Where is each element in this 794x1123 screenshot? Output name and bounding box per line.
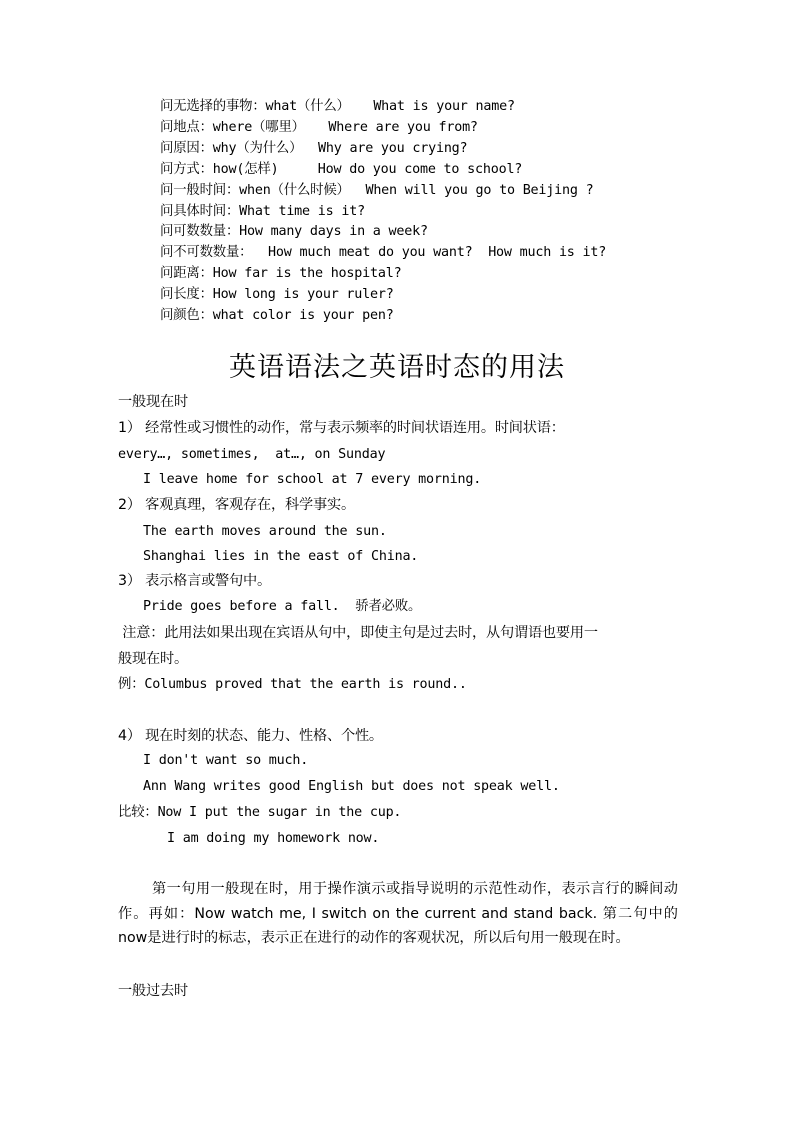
item-2: 2） 客观真理，客观存在，科学事实。 bbox=[118, 497, 355, 513]
note-line: 注意：此用法如果出现在宾语从句中，即使主句是过去时，从句谓语也要用一 bbox=[118, 625, 598, 641]
note-line: 般现在时。 bbox=[118, 651, 188, 667]
section-heading-past: 一般过去时 bbox=[118, 983, 188, 999]
example-sentence: I am doing my homework now. bbox=[167, 831, 380, 846]
example-sentence: I leave home for school at 7 every morning. bbox=[143, 472, 482, 487]
item-1: 1） 经常性或习惯性的动作，常与表示频率的时间状语连用。时间状语： bbox=[118, 420, 565, 436]
section-heading-present: 一般现在时 bbox=[118, 394, 188, 410]
question-word-line: 问长度：How long is your ruler? bbox=[160, 287, 394, 302]
question-word-line: 问颜色：what color is your pen? bbox=[160, 308, 394, 323]
example-sentence: Pride goes before a fall. 骄者必败。 bbox=[143, 599, 422, 614]
question-word-line: 问原因：why（为什么） Why are you crying? bbox=[160, 141, 468, 156]
question-word-line: 问距离：How far is the hospital? bbox=[160, 266, 402, 281]
question-word-line: 问方式：how(怎样) How do you come to school? bbox=[160, 162, 523, 177]
question-word-line: 问一般时间：when（什么时候） When will you go to Beijing ? bbox=[160, 183, 594, 198]
compare-line: 比较：Now I put the sugar in the cup. bbox=[118, 805, 402, 820]
question-word-line: 问地点：where（哪里） Where are you from? bbox=[160, 120, 478, 135]
item-4: 4） 现在时刻的状态、能力、性格、个性。 bbox=[118, 728, 383, 744]
item-1-adverbs: every…, sometimes, at…, on Sunday bbox=[118, 447, 386, 462]
question-word-line: 问具体时间：What time is it? bbox=[160, 204, 365, 219]
item-3: 3） 表示格言或警句中。 bbox=[118, 573, 272, 589]
example-line: 例：Columbus proved that the earth is round.. bbox=[118, 677, 467, 692]
question-word-line: 问可数数量：How many days in a week? bbox=[160, 224, 428, 239]
question-word-line: 问无选择的事物：what（什么） What is your name? bbox=[160, 99, 515, 114]
example-sentence: The earth moves around the sun. bbox=[143, 524, 387, 539]
example-sentence: Ann Wang writes good English but does not speak well. bbox=[143, 779, 560, 794]
example-sentence: Shanghai lies in the east of China. bbox=[143, 549, 419, 564]
question-word-line: 问不可数数量： How much meat do you want? How much is it? bbox=[160, 245, 607, 260]
page-title: 英语语法之英语时态的用法 bbox=[229, 352, 565, 383]
explanation-paragraph: 第一句用一般现在时，用于操作演示或指导说明的示范性动作，表示言行的瞬间动作。再如：Now watch me, I switch on the current and stand back. 第二句中的now是进行时的标志，表示正在进行的动作的客观状况，所以后句用一般现在时。 bbox=[118, 881, 678, 946]
example-sentence: I don't want so much. bbox=[143, 753, 309, 768]
